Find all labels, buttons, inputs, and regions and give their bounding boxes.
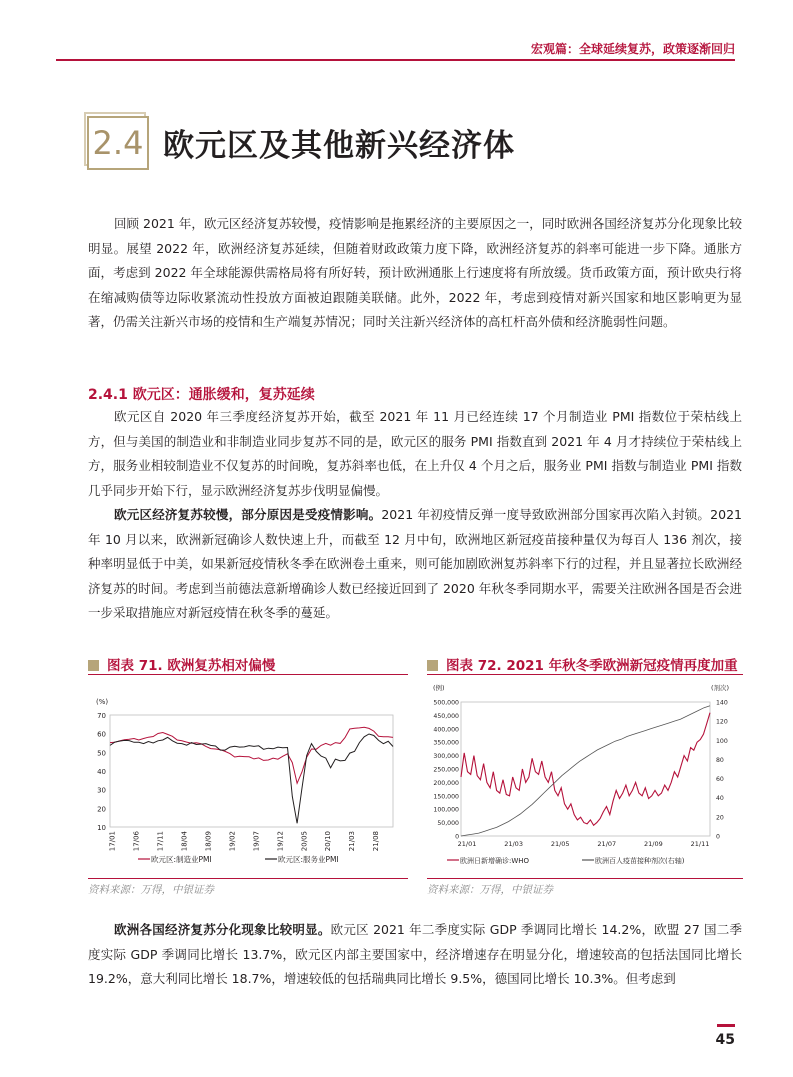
figure-71-source: 资料来源：万得，中银证券 [88,884,214,896]
y-tick-label-left: 150,000 [433,793,459,801]
x-tick-label: 18/09 [204,831,213,852]
x-tick-label: 21/05 [550,840,570,848]
x-tick-label: 20/10 [324,831,333,852]
series-line-1 [461,713,710,826]
y-tick-label-right: 20 [716,814,724,822]
x-tick-label: 19/02 [228,831,237,852]
legend-label-manufacturing: 欧元区:制造业PMI [151,855,212,864]
y-tick-label: 70 [97,712,106,720]
paragraph-covid [88,503,742,626]
legend-label-vaccine: 欧洲百人疫苗接种剂次(右轴) [595,857,685,865]
paragraph-divergence [88,918,742,992]
y-tick-label: 60 [97,730,106,739]
y-tick-label-right: 60 [716,776,724,784]
paragraph-covid-body: 2021 年初疫情反弹一度导致欧洲部分国家再次陷入封锁。2021 年 10 月以来，欧洲新冠确诊人数快速上升，而截至 12 月中旬，欧洲地区新冠疫苗接种量仅为每百人 136 剂次，接种率明显低于中美，如果新冠疫情秋冬季在欧洲卷土重来，则可能加剧欧洲复苏斜率下行的过程，并且显著拉长欧洲经济复苏的时间。考虑到当前德法意新增确诊人数已经接近回到了 2020 年秋冬季同期水平，需要关注欧洲各国是否会进一步采取措施应对新冠疫情在秋冬季的蔓延。 [88,507,742,620]
y-tick-label-left: 450,000 [433,712,459,720]
y-tick-label: 20 [97,805,106,814]
paragraph-divergence-lead: 欧洲各国经济复苏分化现象比较明显。 [114,922,331,937]
y-tick-label-left: 200,000 [433,779,459,787]
y-tick-label: 30 [97,786,106,795]
figure-71-frame [88,674,408,675]
y-tick-label: 50 [97,749,106,758]
x-tick-label: 21/11 [690,840,710,848]
x-tick-label: 20/05 [300,831,309,852]
x-tick-label: 17/11 [156,831,165,852]
figure-71-chart [88,690,408,875]
y-tick-label-left: 300,000 [433,753,459,761]
figure-71-title [88,654,275,674]
paragraph-divergence-body: 欧元区 2021 年二季度实际 GDP 季调同比增长 14.2%，欧盟 27 国二季度实际 GDP 季调同比增长 13.7%，欧元区内部主要国家中，经济增速存在明显分化，增速较高的包括法国同比增长 19.2%，意大利同比增长 18.7%，增速较低的包括瑞典同比增长 9.5%，德国同比增长 10.3%。但考虑到 [88,922,742,986]
figure-71-bottom-line [88,878,408,879]
x-tick-label: 21/08 [372,831,381,852]
y-tick-label-right: 40 [716,795,724,803]
plot-frame [110,715,393,827]
figure-72-bottom-line [427,878,743,879]
figure-marker-icon [88,660,99,671]
subsection-title: 2.4.1 欧元区：通胀缓和，复苏延续 [88,387,315,403]
series-line-1 [110,727,393,783]
x-tick-label: 18/04 [180,831,189,852]
series-line-2 [110,734,393,823]
x-tick-label: 19/12 [276,831,285,852]
series-line-2 [461,706,710,836]
y-tick-label-left: 100,000 [433,806,459,814]
x-tick-label: 21/01 [457,840,477,848]
x-tick-label: 19/07 [252,831,261,852]
y-tick-label-left: 500,000 [433,699,459,707]
figure-72-frame [427,674,743,675]
section-number: 2.4 [87,116,149,170]
y-tick-label-left: 400,000 [433,726,459,734]
y-tick-label-right: 80 [716,756,724,764]
x-tick-label: 17/01 [108,831,117,852]
paragraph-covid-lead: 欧元区经济复苏较慢，部分原因是受疫情影响。 [114,507,382,522]
page-number: 45 [715,1032,735,1048]
page-number-bar [717,1024,735,1027]
x-tick-label: 21/09 [644,840,663,848]
top-bar [0,0,793,10]
y-tick-label-left: 50,000 [437,820,459,828]
figure-71-title-text: 图表 71. 欧洲复苏相对偏慢 [107,658,276,674]
figure-72-source: 资料来源：万得，中银证券 [427,884,553,896]
x-tick-label: 21/07 [597,840,617,848]
figure-72-title-text: 图表 72. 2021 年秋冬季欧洲新冠疫情再度加重 [446,658,738,674]
y-unit-label: (%) [96,698,109,706]
right-unit-label: (剂次) [711,684,730,692]
legend-label-cases: 欧洲日新增确诊:WHO [460,857,530,865]
y-tick-label-right: 140 [716,699,728,707]
figure-72-chart [427,680,743,875]
y-tick-label: 40 [97,768,106,776]
y-tick-label: 10 [97,824,106,832]
x-tick-label: 17/06 [132,831,141,852]
y-tick-label-right: 0 [716,833,720,841]
figure-72-title [427,654,738,674]
x-tick-label: 21/03 [348,831,357,852]
legend-label-services: 欧元区:服务业PMI [278,855,339,864]
y-tick-label-right: 100 [716,737,728,745]
x-tick-label: 21/03 [504,840,523,848]
figure-marker-icon [427,660,438,671]
y-tick-label-left: 250,000 [433,766,459,774]
left-unit-label: (例) [433,684,445,692]
header-divider [56,59,735,61]
y-tick-label-left: 350,000 [433,739,459,747]
paragraph-pmi: 欧元区自 2020 年三季度经济复苏开始，截至 2021 年 11 月已经连续 17 个月制造业 PMI 指数位于荣枯线上方，但与美国的制造业和非制造业同步复苏不同的是，欧元区的服务 PMI 指数直到 2021 年 4 月才持续位于荣枯线上方，服务业相较制造业不仅复苏的时间晚，复苏斜率也低，在上升仅 4 个月之后，服务业 PMI 指数与制造业 PMI 指数几乎同步开始下行，显示欧洲经济复苏步伐明显偏慢。 [88,409,742,498]
intro-paragraph: 回顾 2021 年，欧元区经济复苏较慢，疫情影响是拖累经济的主要原因之一，同时欧洲各国经济复苏分化现象比较明显。展望 2022 年，欧洲经济复苏延续，但随着财政政策力度下降，欧洲经济复苏的斜率可能进一步下降。通胀方面，考虑到 2022 年全球能源供需格局将有所好转，预计欧洲通胀上行速度将有所放缓。货币政策方面，预计欧央行将在缩减购债等边际收紧流动性投放方面被迫跟随美联储。此外，2022 年，考虑到疫情对新兴国家和地区影响更为显著，仍需关注新兴市场的疫情和生产端复苏情况；同时关注新兴经济体的高杠杆高外债和经济脆弱性问题。 [88,216,742,329]
y-tick-label-right: 120 [716,718,728,726]
y-tick-label-left: 0 [455,833,459,841]
section-title: 欧元区及其他新兴经济体 [163,128,515,164]
running-header: 宏观篇：全球延续复苏，政策逐渐回归 [530,42,735,56]
